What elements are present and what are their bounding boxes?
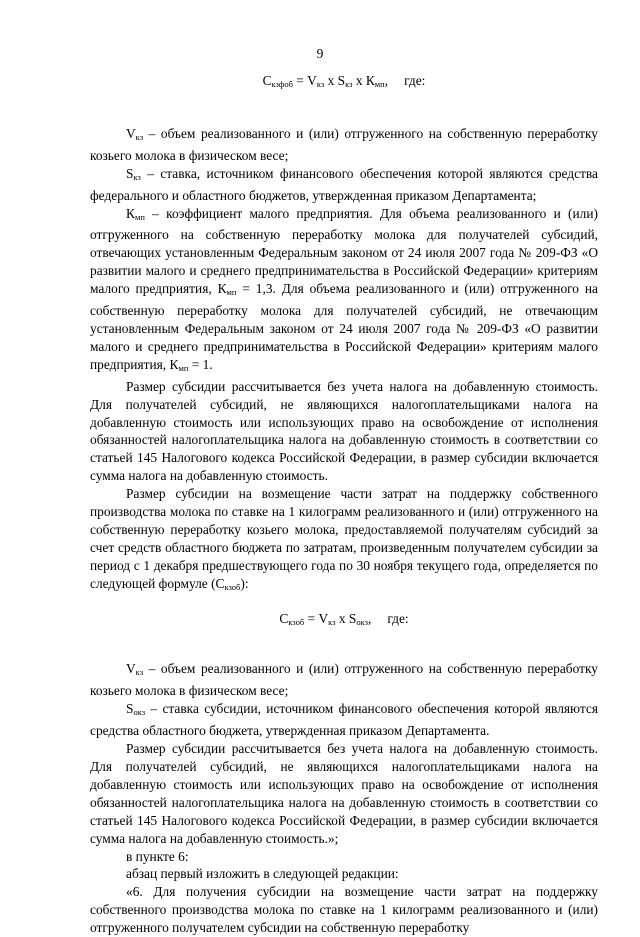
- paragraph-point-6: в пункте 6:: [126, 848, 189, 864]
- formula-kzfob: $С_{кзфоб} = V_{кз}$ х $S_{кз}$ х $К_{мп}$, где:: [262, 73, 426, 89]
- definition-vkz: $V_{кз}$ – объем реализованного и (или) отгруженного на собственную переработку козьего молока в физическом весе;: [90, 125, 598, 163]
- formula-kzob: $С_{кзоб} = V_{кз}$ х $S_{окз}$, где:: [279, 610, 409, 627]
- document-body: [90, 72, 598, 937]
- paragraph-point-6-text: «6. Для получения субсидии на возмещение части затрат на поддержку собственного производства молока по ставке на 1 килограмм реализованного и (или) отгруженного получателем субсидии на собственную переработку: [90, 884, 598, 936]
- paragraph-first-abzac: абзац первый изложить в следующей редакции:: [126, 866, 399, 882]
- definition-vkz-2: $V_{кз}$ – объем реализованного и (или) отгруженного на собственную переработку козьего молока в физическом весе;: [90, 661, 598, 699]
- page-number: 9: [316, 46, 324, 61]
- paragraph-vat-1: Размер субсидии рассчитывается без учета налога на добавленную стоимость. Для получателей субсидий, не являющихся налогоплательщиками налога на добавленную стоимость или использующих право на освобождение от исполнения обязанностей налогоплательщика налога на добавленную стоимость в соответствии со статьей 145 Налогового кодекса Российской Федерации, в размер субсидии включается сумма налога на добавленную стоимость.: [90, 378, 598, 484]
- definition-kmp: $К_{мп}$ – коэффициент малого предприятия. Для объема реализованного и (или) отгруженного на собственную переработку молока для получателей субсидий, отвечающих установленным Федеральным законом от 24 июля 2007 года № 209-ФЗ «О развитии малого и среднего предпринимательства в Российской Федерации» критериям малого предприятия, $К_{мп} = 1,3$. Для объема реализованного и (или) отгруженного на собственную переработку молока для получателей субсидий, не отвечающим установленным Федеральным законом от 24 июля 2007 года № 209-ФЗ «О развитии малого и среднего предпринимательства в Российской Федерации» критериям малого предприятия, $К_{мп} = 1$.: [90, 205, 598, 373]
- paragraph-subsidy-size: Размер субсидии на возмещение части затрат на поддержку собственного производства молока по ставке на 1 килограмм реализованного и (или) отгруженного на собственную переработку козьего молока, предоставляемой получателям субсидий за счет средств областного бюджета по затратам, произведенным получателем субсидии за период с 1 декабря предшествующего года по 30 ноября текущего года, определяется по следующей формуле $(С_{кзоб})$:: [90, 486, 598, 592]
- definition-sokz: $S_{окз}$ – ставка субсидии, источником финансового обеспечения которой являются средства областного бюджета, утвержденная приказом Департамента.: [90, 701, 598, 739]
- paragraph-vat-2: Размер субсидии рассчитывается без учета налога на добавленную стоимость. Для получателей субсидий, не являющихся налогоплательщиками налога на добавленную стоимость или использующих право на освобождение от исполнения обязанностей налогоплательщика налога на добавленную стоимость в соответствии со статьей 145 Налогового кодекса Российской Федерации, в размер субсидии включается сумма налога на добавленную стоимость.»;: [90, 741, 598, 846]
- definition-skz: $S_{кз}$ – ставка, источником финансового обеспечения которой являются средства федерального и областного бюджетов, утвержденная приказом Департамента;: [90, 165, 598, 203]
